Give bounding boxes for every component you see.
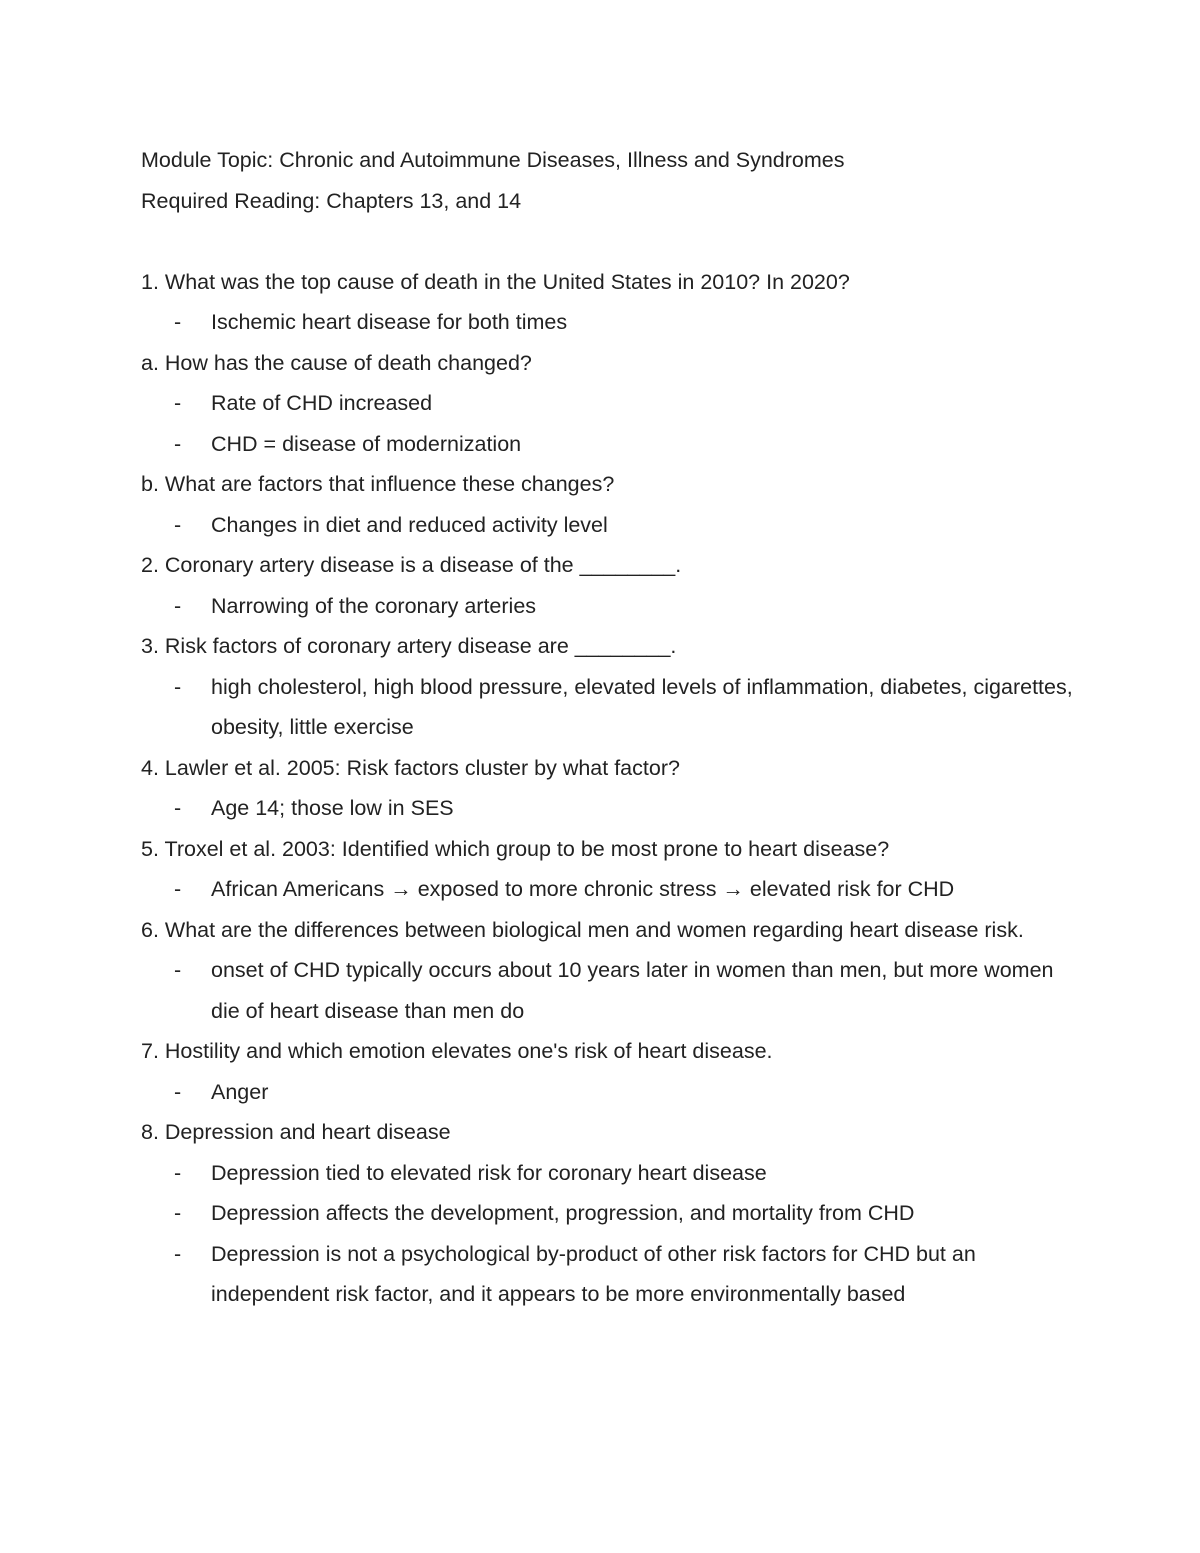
answer-text: African Americans → exposed to more chronic stress → elevated risk for CHD [211,877,955,901]
answer-text: Ischemic heart disease for both times [211,310,568,334]
question: 1. What was the top cause of death in the United States in 2010? In 2020? [141,269,850,294]
question: 6. What are the differences between biological men and women regarding heart disease risk. [141,917,1024,942]
answer-bullet [141,1234,1081,1315]
bullet-dash: - [174,958,182,982]
answer-text: Changes in diet and reduced activity level [211,512,608,537]
answer-text: Depression tied to elevated risk for coronary heart disease [211,1160,767,1185]
answer-bullet [141,424,1081,465]
module-topic-heading: Module Topic: Chronic and Autoimmune Diseases, Illness and Syndromes [141,148,845,172]
bullet-dash: - [174,877,182,901]
bullet-dash: - [174,1201,182,1225]
question: 4. Lawler et al. 2005: Risk factors cluster by what factor? [141,755,680,780]
answer-bullet [141,1153,1081,1194]
answer-bullet [141,383,1081,424]
answer-bullet [141,1193,1081,1234]
answer-bullet [141,667,1081,748]
answer-text: Rate of CHD increased [211,391,433,415]
answer-bullet [141,586,1081,627]
bullet-dash: - [174,1160,182,1185]
answer-text: CHD = disease of modernization [211,431,522,456]
answer-bullet [141,505,1081,546]
bullet-dash: - [174,512,182,537]
answer-text: onset of CHD typically occurs about 10 years later in women than men, but more women die of heart disease than men do [211,958,1054,1023]
question: a. How has the cause of death changed? [141,350,532,375]
answer-bullet [141,1072,1081,1113]
bullet-dash: - [174,1079,182,1104]
question: 8. Depression and heart disease [141,1120,451,1144]
bullet-dash: - [174,1241,182,1266]
answer-text: Age 14; those low in SES [211,796,454,820]
answer-text: Narrowing of the coronary arteries [211,593,537,618]
answer-bullet [141,788,1081,829]
bullet-dash: - [174,796,182,820]
answer-bullet [141,950,1081,1031]
bullet-dash: - [174,310,182,334]
question: 2. Coronary artery disease is a disease of the ________. [141,553,682,577]
answer-text: high cholesterol, high blood pressure, elevated levels of inflammation, diabetes, cigarettes, obesity, little exercise [211,674,1073,739]
question: 3. Risk factors of coronary artery disease are ________. [141,634,677,658]
bullet-dash: - [174,391,182,415]
question-answer-list [141,262,1081,1315]
answer-text: Anger [211,1079,269,1104]
answer-bullet [141,869,1081,910]
question: 7. Hostility and which emotion elevates one's risk of heart disease. [141,1039,773,1063]
spacer [141,221,1081,262]
required-reading-heading: Required Reading: Chapters 13, and 14 [141,188,522,213]
bullet-dash: - [174,431,182,456]
answer-bullet [141,302,1081,343]
bullet-dash: - [174,674,182,699]
bullet-dash: - [174,593,182,618]
question: b. What are factors that influence these changes? [141,472,615,496]
question: 5. Troxel et al. 2003: Identified which group to be most prone to heart disease? [141,836,890,861]
document-page [141,140,1081,1315]
answer-text: Depression is not a psychological by-product of other risk factors for CHD but an independent risk factor, and it appears to be more environmentally based [211,1241,976,1306]
answer-text: Depression affects the development, progression, and mortality from CHD [211,1201,915,1225]
